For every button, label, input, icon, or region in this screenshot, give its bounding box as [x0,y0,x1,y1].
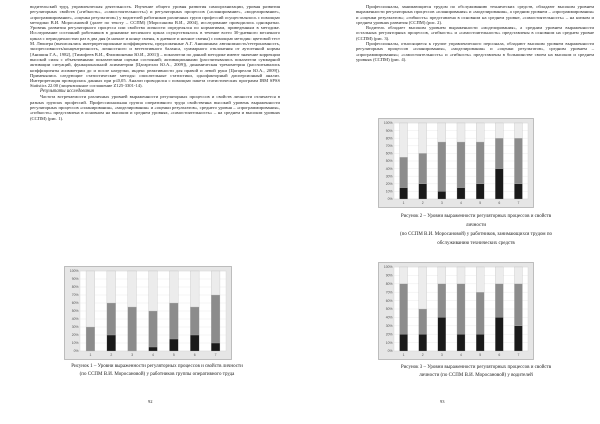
y-tick-label: 70% [385,144,393,148]
y-tick-label: 90% [385,128,393,133]
bar-segment-средний [495,138,503,168]
right-paragraph-2: Водитель обладает высоким уровнем выраженности «моделирования», а средним уровнем выраженности остальных регуляторных процессов, «гибкость» и «самостоятельность» представлены в основном на среднем уровне (ССПМ) (рис. 3). [356,25,594,41]
bar-segment-низкий [476,334,484,351]
figure-2-caption-line4: обслуживанию технических средств [437,241,515,246]
figure-2-caption-line1: Рисунок 2 – Уровни выраженности регуляторных процессов и свойств [400,214,552,219]
y-tick-label: 90% [385,273,393,278]
y-tick-label: 10% [71,341,79,346]
bar-segment-низкий [457,334,465,351]
right-paragraph-3: Профессионалы, относящиеся к группе управленческого персонала, обладают высоким уровнем выраженности регуляторных процессов «планирования», «моделирования» и «оценки результатов», средним уровнем – «программирования»; «самостоятельность» и «гибкость» представлены в большинстве своем на высоком и среднем уровнях (ССПМ) (рис. 4). [356,41,594,62]
y-tick-label: 50% [385,307,393,312]
x-tick-label: 4 [460,201,462,205]
bar-segment-высокий [514,267,522,284]
methods-paragraph: водительский труд, управленческая деятельность. Изучение общего уровня развития самоорганизации, уровня развития регуляторных свойств («гибкость», «самостоятельность») и регуляторных процессов («планирование», «моделирование», «программирование», «оценка результатов») у водителей работников различных групп профессий осуществлялось с помощью методики В.И. Моросановой (далее по тексту – ССПМ) [Моросанова В.И., 2004], исследование проводилось однократно. Уровень развития регуляторного процесса или свойства личности определялся по нормативам, приведенным в методике. Исследование состояний работников в динамике месячного цикла осуществлялось в течение всего 30-дневного месячного цикла с периодичностью раз в два дня (в начале и конце смены, в дневное и ночное смены) с помощью методик: цветовой тест М. Люшера (вычислялись интерпретационные коэффициенты, предложенные А.Г. Анишиным: автономность/гетерономность, экспрессивность/концентричность, личностного и вегетативного баланса, суммарного отклонения от аутогенной нормы [Анишин Г.А., 1982], [Тимофеев В.И., Филимоненко Ю.И., 2001]) – показатели по данной методике имеют значение коррекции высокой силы с объективными показателями оценки состояний; активационными (рассчитывались показатели суммарной активации ситуаций, функциональной асимметрии [Цагарелли Ю.А., 2009]), динамическая тремометрия (рассчитывались коэффициенты асимметрии до и после нагрузки, индекс реактивности для правой и левой руки [Цагарелли Ю.А., 2009]). Применялись следующие статистические методы: описательные статистики, однофакторный дисперсионный анализ. Интерпретация проводилась данных при p≤0,05. Анализ проводился с помощью пакета статистических программ IBM SPSS Statistics 22.00 (лицензионное соглашение Z125-3301-14). [30,4,280,89]
x-tick-label: 5 [479,201,482,205]
y-tick-label: 100% [383,265,393,270]
right-text-column [356,4,594,62]
x-tick-label: 7 [214,353,217,357]
bar-segment-высокий [107,271,116,303]
y-tick-label: 0% [387,197,393,202]
left-text-column [30,4,280,121]
bar-segment-средний [169,303,178,339]
bar-segment-высокий [438,267,446,284]
x-tick-label: 3 [131,353,134,357]
bar-segment-низкий [400,188,408,199]
x-tick-label: 5 [479,353,482,357]
x-tick-label: 1 [402,201,405,205]
bar-segment-высокий [400,267,408,284]
y-tick-label: 60% [385,151,393,156]
bar-segment-низкий [438,191,446,199]
y-tick-label: 80% [385,282,393,286]
y-tick-label: 20% [385,332,393,337]
bar-segment-низкий [514,326,522,351]
y-tick-label: 70% [71,293,79,298]
bar-segment-средний [400,157,408,187]
bar-segment-высокий [495,267,503,284]
y-tick-label: 80% [71,285,79,290]
y-tick-label: 80% [385,136,393,141]
figure-3-caption-line2: личности (по ССПМ В.И. Моросановой) у водителей [419,373,533,378]
bar-segment-низкий [419,334,427,351]
y-tick-label: 30% [385,324,393,328]
bar-segment-средний [211,295,220,343]
y-tick-label: 100% [69,269,79,274]
results-heading: Результаты исследования [40,88,94,94]
bar-segment-низкий [514,184,522,199]
bar-segment-средний [495,284,503,318]
y-tick-label: 0% [73,349,79,354]
bar-segment-средний [107,303,116,335]
bar-segment-низкий [495,317,503,351]
bar-segment-высокий [169,271,178,303]
bar-segment-средний [86,327,95,351]
figure-2-chart [378,118,534,208]
page-number-right: 93 [440,399,445,404]
x-tick-label: 5 [172,353,175,357]
y-tick-label: 60% [71,301,79,306]
bar-segment-низкий [400,334,408,351]
bar-segment-высокий [457,267,465,284]
figure-3-chart [378,262,534,360]
bar-segment-высокий [457,123,465,142]
bar-segment-высокий [86,271,95,327]
x-tick-label: 6 [498,201,501,205]
bar-segment-средний [438,142,446,191]
figure-2-caption [358,212,594,248]
bar-segment-средний [457,284,465,334]
bar-segment-низкий [169,339,178,351]
bar-segment-низкий [495,169,503,199]
bar-segment-высокий [495,123,503,138]
y-tick-label: 0% [387,349,393,354]
x-tick-label: 7 [517,353,520,357]
bar-segment-высокий [211,271,220,295]
bar-segment-средний [419,309,427,334]
figure-1-caption [34,363,280,379]
bar-segment-средний [190,307,199,335]
bar-segment-высокий [438,123,446,142]
bar-segment-высокий [419,123,427,153]
x-tick-label: 3 [440,201,443,205]
bar-segment-высокий [514,123,522,138]
x-tick-label: 1 [89,353,92,357]
bar-segment-средний [400,284,408,334]
figure-3-caption-line1: Рисунок 3 – Уровни выраженности регуляторных процессов и свойств [400,365,552,370]
bar-segment-средний [476,142,484,184]
y-tick-label: 40% [385,315,393,320]
x-tick-label: 6 [193,353,196,357]
right-paragraph-1: Профессионалы, занимающиеся трудом по обслуживанию технических средств, обладают высоким уровнем выраженности регуляторных процессов «планирования» и «моделирования», а средним уровнем – «программирования» и «оценки результатов»; «гибкость» представлена в основном на среднем уровне, «самостоятельность» – на низком и среднем уровнях развития (ССПМ) (рис. 2). [356,4,594,25]
x-tick-label: 2 [421,353,424,357]
bar-segment-высокий [128,271,137,307]
bar-segment-средний [438,284,446,318]
right-page [300,0,600,424]
figure-1-caption-line1: Рисунок 1 – Уровни выраженности регуляторных процессов и свойств личности [71,364,243,369]
x-tick-label: 7 [517,201,520,205]
bar-segment-средний [128,307,137,351]
y-tick-label: 20% [385,182,393,186]
bar-segment-средний [419,153,427,183]
results-paragraph: Частота встречаемости различных уровней выраженности регуляторных процессов и свойств личности отличается в разных группах профессий. Профессиональная группа оперативного труда свойственна высокий уровень выраженности регуляторных процессов «планирования», «моделирования» и «оценки результатов», среднего уровня – «программирования», «гибкость» представлена в основном на высоком и среднем уровнях, «самостоятельность» – на среднем и высоком уровнях (ССПМ) (рис. 1). [30,94,280,121]
bar-segment-низкий [149,347,158,351]
bar-segment-низкий [438,317,446,351]
bar-segment-средний [149,311,158,347]
figure-2-caption-line3: (по ССПМ В.И. Моросановой) у работников, занимающихся трудом по [399,232,552,237]
x-tick-label: 4 [460,353,462,357]
x-tick-label: 3 [440,353,443,357]
y-tick-label: 60% [385,298,393,303]
bar-segment-высокий [476,267,484,292]
y-tick-label: 40% [385,166,393,171]
y-tick-label: 90% [71,277,79,282]
bar-segment-средний [457,142,465,188]
bar-segment-высокий [190,271,199,307]
figure-1-caption-line2: (по ССПМ В.И. Моросановой) у работников группы оперативного труда [79,372,235,377]
bar-segment-средний [476,292,484,334]
x-tick-label: 2 [421,201,424,205]
bar-segment-высокий [400,123,408,157]
bar-segment-высокий [419,267,427,309]
bar-segment-низкий [107,335,116,351]
bar-segment-низкий [190,335,199,351]
bar-segment-низкий [457,188,465,199]
y-tick-label: 40% [71,317,79,322]
bar-segment-высокий [476,123,484,142]
y-tick-label: 30% [71,325,79,330]
y-tick-label: 50% [71,309,79,314]
y-tick-label: 20% [71,333,79,338]
y-tick-label: 10% [385,340,393,345]
bar-segment-высокий [149,271,158,311]
bar-segment-низкий [211,343,220,351]
bar-segment-низкий [419,184,427,199]
figure-1-chart [64,266,232,360]
x-tick-label: 4 [152,353,154,357]
bar-segment-средний [514,138,522,184]
x-tick-label: 2 [110,353,113,357]
y-tick-label: 30% [385,174,393,179]
bar-segment-средний [514,284,522,326]
x-tick-label: 6 [498,353,501,357]
y-tick-label: 70% [385,290,393,295]
figure-2-caption-line2: личности [465,223,487,228]
y-tick-label: 100% [383,121,393,126]
bar-segment-низкий [476,184,484,199]
x-tick-label: 1 [402,353,405,357]
page-number-left: 92 [148,399,153,404]
y-tick-label: 50% [385,159,393,164]
y-tick-label: 10% [385,189,393,194]
figure-3-caption [358,364,594,380]
